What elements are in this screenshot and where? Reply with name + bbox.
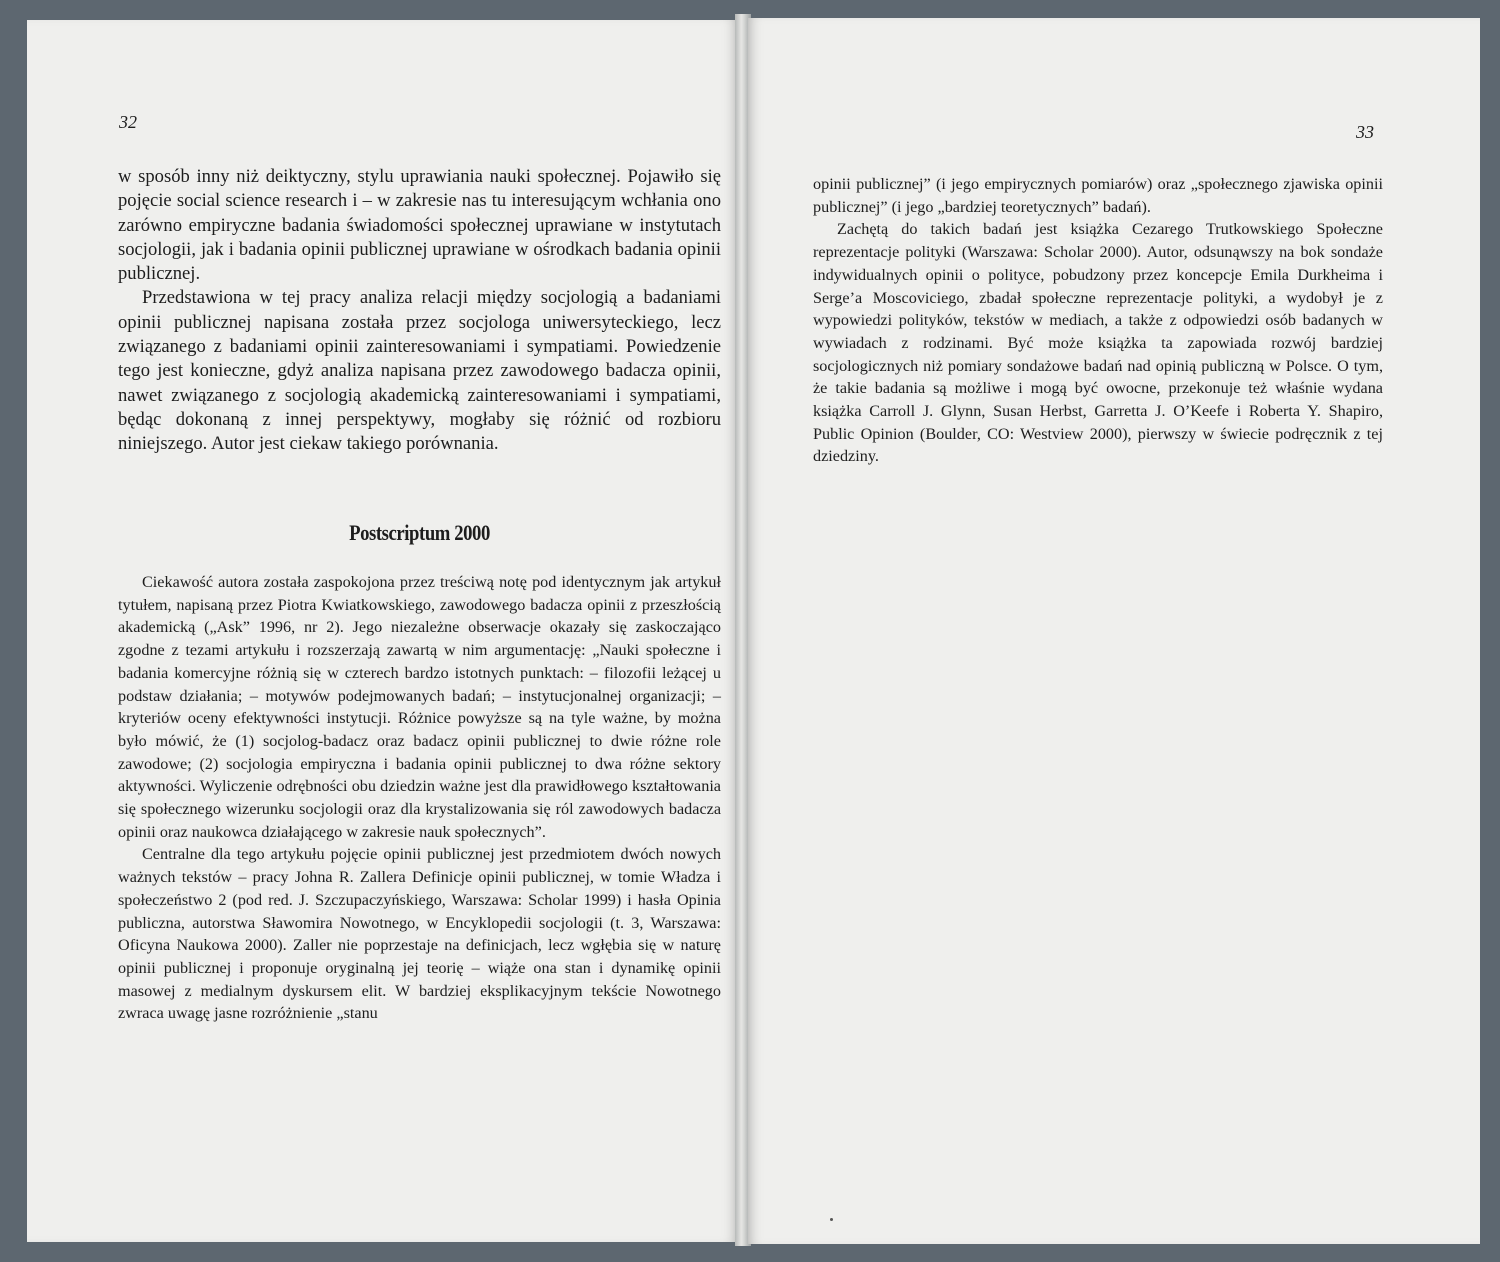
right-page [748, 18, 1480, 1244]
paragraph: Centralne dla tego artykułu pojęcie opinii publicznej jest przedmiotem dwóch nowych ważnych tekstów – pracy Johna R. Zallera Definicje opinii publicznej, w tomie Władza i społeczeństwo 2 (pod red. J. Szczupaczyńskiego, Warszawa: Scholar 1999) i hasła Opinia publiczna, autorstwa Sławomira Nowotnego, w Encyklopedii socjologii (t. 3, Warszawa: Oficyna Naukowa 2000). Zaller nie poprzestaje na definicjach, lecz wgłębia się w naturę opinii publicznej i proponuje oryginalną jej teorię – wiąże ona stan i dynamikę opinii masowej z medialnym dyskursem elit. W bardziej eksplikacyjnym tekście Nowotnego zwraca uwagę jasne rozróżnienie „stanu [118, 845, 721, 1023]
paper-speck [830, 1218, 833, 1221]
section-heading: Postscriptum 2000 [349, 520, 490, 545]
paragraph: w sposób inny niż deiktyczny, stylu uprawiania nauki społecznej. Pojawiło się pojęcie social science research i – w zakresie nas tu interesującym wchłania ono zarówno empiryczne badania świadomości społecznej uprawiane w instytutach socjologii, jak i badania opinii publicznej uprawiane w ośrodkach badania opinii publicznej. [118, 166, 721, 285]
paragraph: Przedstawiona w tej pracy analiza relacji między socjologią a badaniami opinii publicznej napisana została przez socjologa uniwersyteckiego, lecz związanego z badaniami opinii zainteresowaniami i sympatiami. Powiedzenie tego jest konieczne, gdyż analiza napisana przez zawodowego badacza opinii, nawet związanego z socjologią akademicką zainteresowaniami i sympatiami, będąc dokonaną z innej perspektywy, mogłaby się różnić od rozbioru niniejszego. Autor jest ciekaw takiego porównania. [118, 287, 721, 455]
right-text [813, 173, 1383, 468]
page-number: 33 [1356, 122, 1374, 142]
paragraph: opinii publicznej” (i jego empirycznych pomiarów) oraz „społecznego zjawiska opinii publicznej” (i jego „bardziej teoretycznych” badań). [813, 175, 1383, 216]
left-lower-text [118, 571, 721, 1025]
left-upper-text [118, 165, 721, 457]
paragraph: Ciekawość autora została zaspokojona przez treściwą notę pod identycznym jak artykuł tytułem, napisaną przez Piotra Kwiatkowskiego, zawodowego badacza opinii z przeszłością akademicką („Ask” 1996, nr 2). Jego niezależne obserwacje okazały się zaskoczająco zgodne z tezami artykułu i rozszerzają zawartą w nim argumentację: „Nauki społeczne i badania komercyjne różnią się w czterech bardzo istotnych punktach: – filozofii leżącej u podstaw działania; – motywów podejmowanych badań; – instytucjonalnej organizacji; – kryteriów oceny efektywności instytucji. Różnice powyższe są na tyle ważne, by można było mówić, że (1) socjolog-badacz oraz badacz opinii publicznej to dwie różne role zawodowe; (2) socjologia empiryczna i badania opinii publicznej to dwa różne sektory aktywności. Wyliczenie odrębności obu dziedzin ważne jest dla prawidłowego kształtowania się społecznego wizerunku socjologii oraz dla krystalizowania się ról zawodowych badacza opinii oraz naukowca działającego w zakresie nauk społecznych”. [118, 573, 721, 841]
paragraph: Zachętą do takich badań jest książka Cezarego Trutkowskiego Społeczne reprezentacje polityki (Warszawa: Scholar 2000). Autor, odsunąwszy na bok sondaże indywidualnych opinii o polityce, pobudzony przez koncepcje Emila Durkheima i Serge’a Moscoviciego, zbadał społeczne reprezentacje polityki, a wydobył je z wypowiedzi polityków, tekstów w mediach, a także z odpowiedzi osób badanych w wywiadach z rodzinami. Być może książka ta zapowiada rozwój bardziej socjologicznych niż pomiary sondażowe badań nad opinią publiczną w Polsce. O tym, że takie badania są możliwe i mogą być owocne, przekonuje też właśnie wydana książka Carroll J. Glynn, Susan Herbst, Garretta J. O’Keefe i Roberta Y. Shapiro, Public Opinion (Boulder, CO: Westview 2000), pierwszy w świecie podręcznik z tej dziedziny. [813, 220, 1383, 466]
left-page [27, 20, 737, 1242]
page-number: 32 [119, 112, 137, 132]
